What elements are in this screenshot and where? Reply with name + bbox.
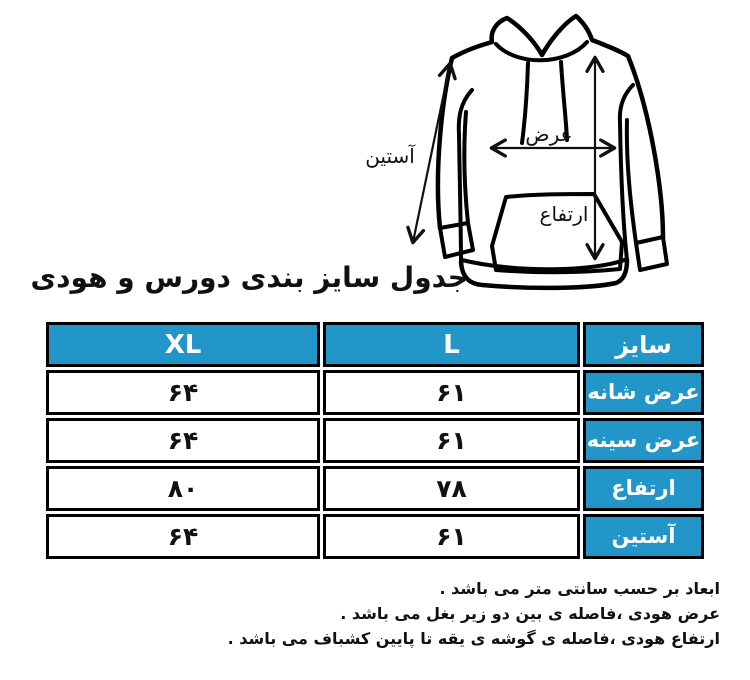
footer-notes [228,576,720,651]
value-cell [323,370,580,415]
row-label: عرض شانه [587,380,700,404]
size-table [46,322,705,559]
table-row-shoulder-width [46,370,705,415]
header-label-l: L [443,329,460,360]
value-xl: ۸۰ [167,474,199,503]
value-cell [46,466,320,511]
header-cell-size [583,322,704,367]
page-title: جدول سایز بندی دورس و هودی [30,261,468,294]
height-measure-label: ارتفاع [539,202,589,226]
table-row-sleeve [46,514,705,559]
row-label-cell [583,466,704,511]
note-height-definition: ارتفاع هودی ،فاصله ی گوشه ی یقه تا پایین کشباف می باشد . [227,629,720,648]
hoodie-diagram [330,0,700,305]
table-row-chest-width [46,418,705,463]
hoodie-sleeve-inner-right [627,120,636,243]
value-cell [323,514,580,559]
value-cell [46,418,320,463]
value-cell [46,514,320,559]
hoodie-hem-inner [462,259,627,269]
note-units: ابعاد بر حسب سانتی متر می باشد . [439,579,720,598]
hoodie-drawing-svg [330,0,700,305]
value-l: ۶۱ [436,378,467,407]
header-cell-l [323,322,580,367]
value-xl: ۶۴ [167,378,199,407]
row-label-cell [583,418,704,463]
hoodie-cuff-left [440,223,473,257]
header-cell-xl [46,322,320,367]
value-l: ۷۸ [436,474,467,503]
row-label: ارتفاع [611,476,676,500]
value-cell [323,466,580,511]
value-cell [323,418,580,463]
note-width-definition: عرض هودی ،فاصله ی بین دو زیر بغل می باشد . [340,604,720,623]
row-label: آستین [611,524,676,548]
table-row-height [46,466,705,511]
value-l: ۶۱ [436,426,467,455]
row-label-cell [583,370,704,415]
row-label: عرض سینه [586,428,701,452]
table-header-row [46,322,705,367]
header-label-xl: XL [164,329,202,360]
row-label-cell [583,514,704,559]
header-label-size: سایز [615,330,672,359]
hoodie-sleeve-inner-left [464,112,468,223]
hoodie-cuff-right [636,237,667,270]
sleeve-measure-arrow [413,64,450,242]
value-xl: ۶۴ [167,426,199,455]
value-xl: ۶۴ [167,522,199,551]
value-cell [46,370,320,415]
value-l: ۶۱ [436,522,467,551]
sleeve-measure-label: آستین [365,144,415,168]
width-measure-label: عرض [525,122,573,146]
